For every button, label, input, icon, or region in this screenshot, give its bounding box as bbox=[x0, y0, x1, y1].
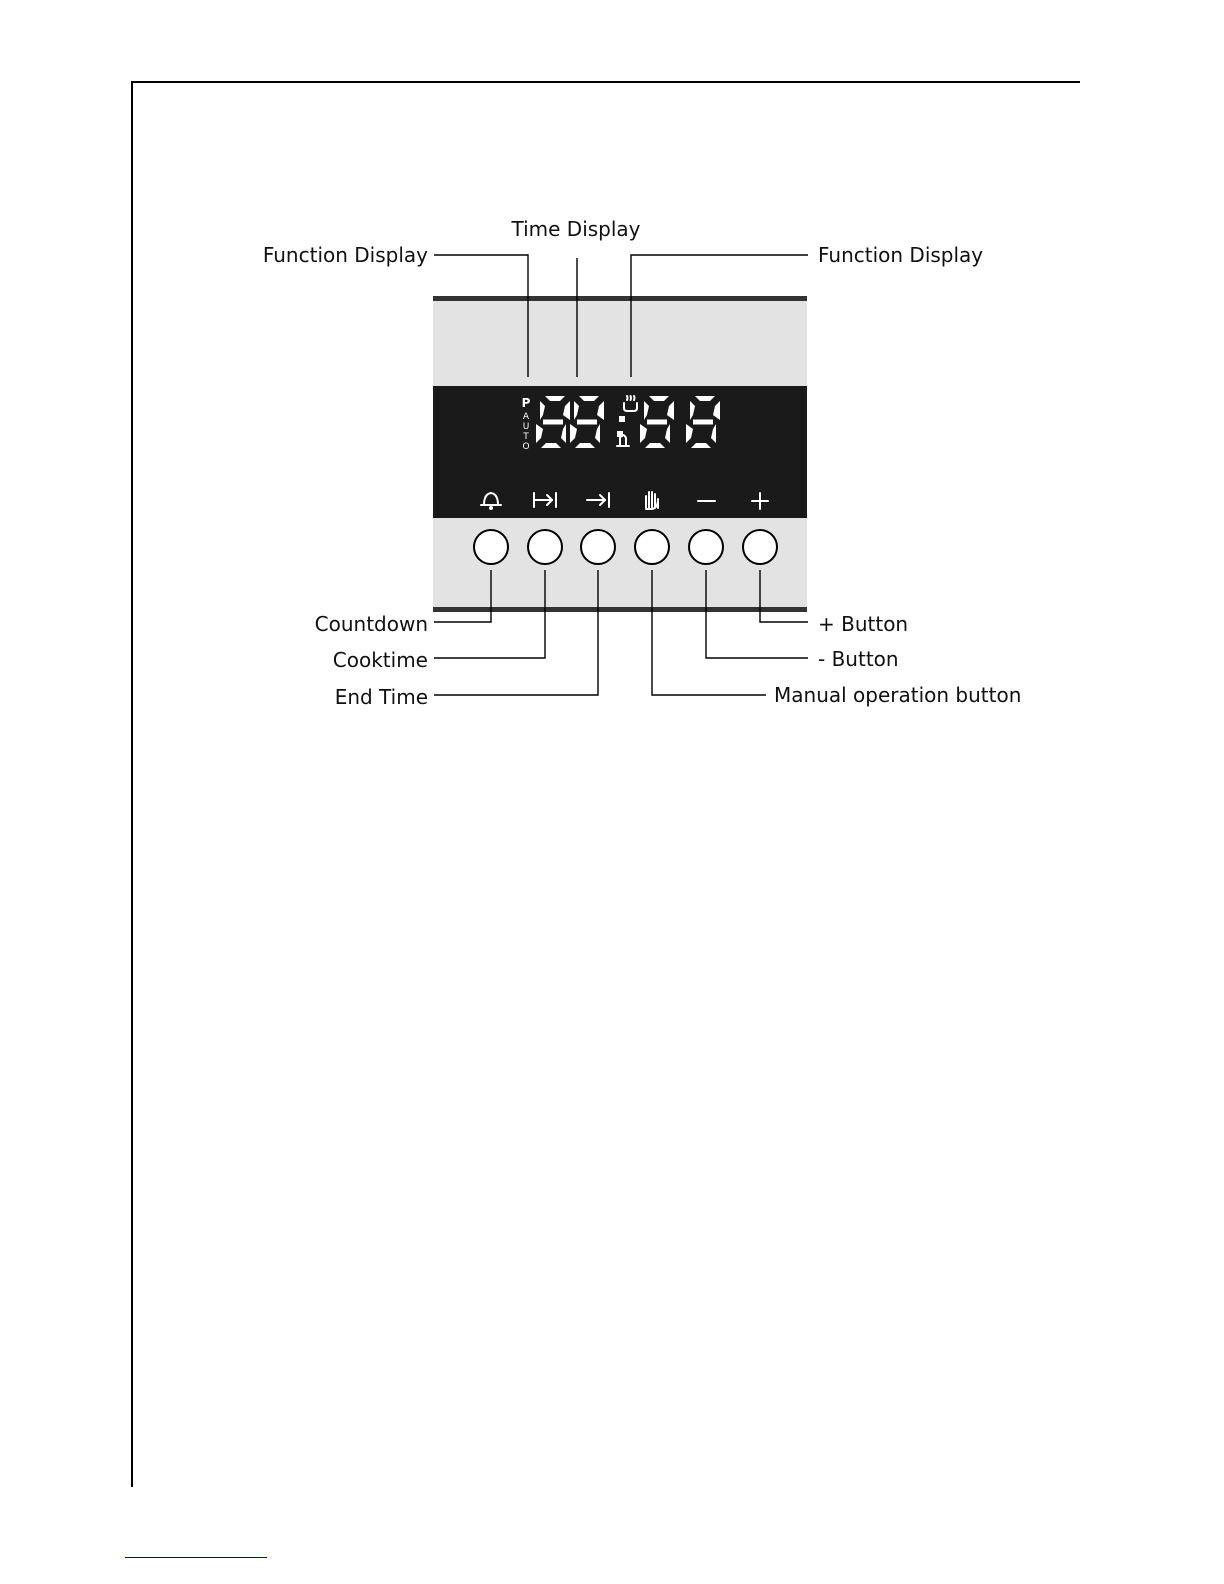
colon-top-dot bbox=[619, 416, 625, 422]
function-display-left-indicators bbox=[522, 396, 531, 452]
minus-button[interactable] bbox=[689, 530, 723, 564]
label-manual-operation-button: Manual operation button bbox=[774, 683, 1022, 707]
cooktime-button[interactable] bbox=[528, 530, 562, 564]
label-minus-button: - Button bbox=[818, 647, 899, 671]
program-indicator: P bbox=[521, 396, 531, 410]
manual-operation-button[interactable] bbox=[635, 530, 669, 564]
digit-segment-g bbox=[577, 420, 597, 425]
digit-segment-g bbox=[647, 420, 667, 425]
countdown-button[interactable] bbox=[474, 530, 508, 564]
label-function-display-left: Function Display bbox=[262, 243, 428, 267]
label-countdown: Countdown bbox=[314, 612, 428, 636]
auto-indicator-t: T bbox=[523, 432, 529, 442]
digit-segment-g bbox=[693, 420, 713, 425]
panel-top-edge bbox=[433, 296, 807, 301]
plus-button[interactable] bbox=[743, 530, 777, 564]
auto-indicator-u: U bbox=[522, 422, 530, 432]
label-time-display: Time Display bbox=[511, 217, 641, 241]
auto-indicator-a: A bbox=[522, 412, 530, 422]
label-function-display-right: Function Display bbox=[818, 243, 984, 267]
label-cooktime: Cooktime bbox=[332, 648, 428, 672]
end-time-button[interactable] bbox=[581, 530, 615, 564]
panel-bottom-edge bbox=[433, 607, 807, 612]
auto-indicator-o: O bbox=[522, 442, 530, 452]
label-end-time: End Time bbox=[334, 685, 428, 709]
digit-segment-g bbox=[543, 420, 563, 425]
display-window bbox=[433, 386, 807, 518]
label-plus-button: + Button bbox=[818, 612, 909, 636]
